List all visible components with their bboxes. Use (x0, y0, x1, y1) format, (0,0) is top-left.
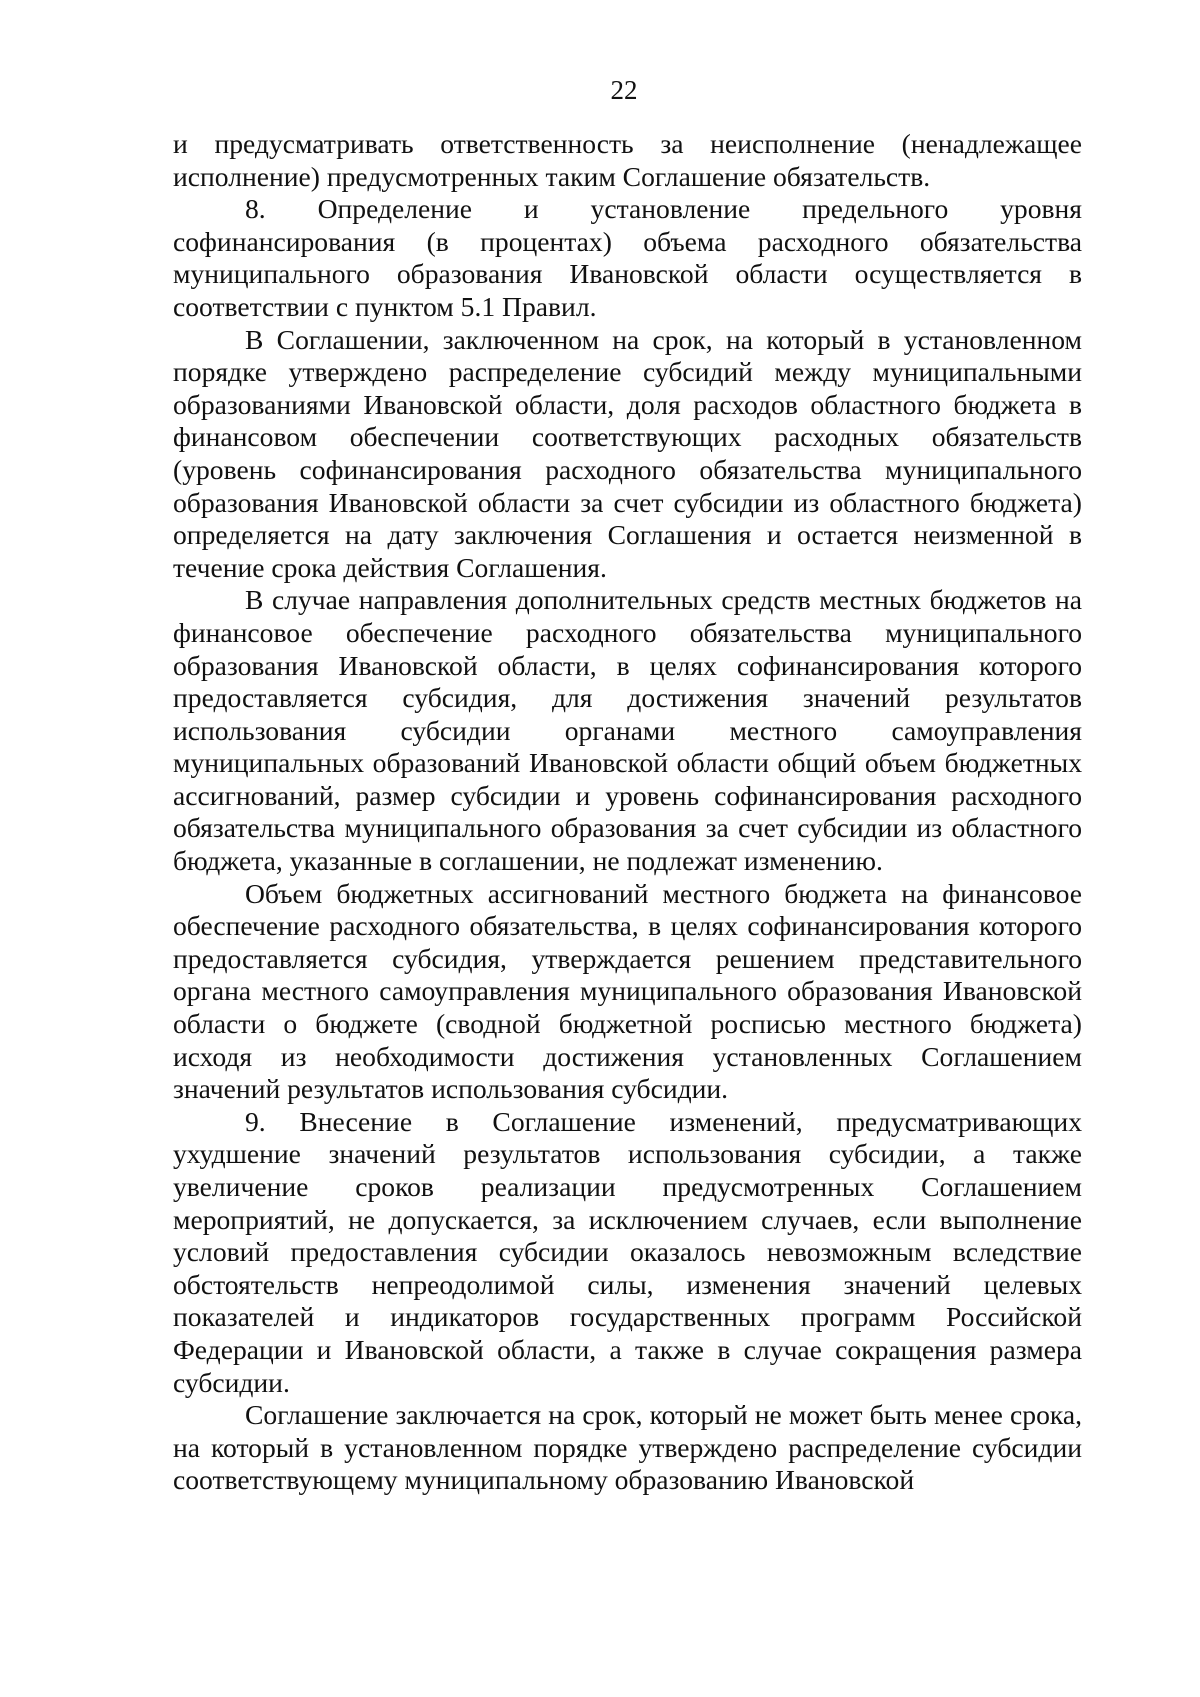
paragraph-item-9: 9. Внесение в Соглашение изменений, предусматривающих ухудшение значений результатов использования субсидии, а также увеличение сроков реализации предусмотренных Соглашением мероприятий, не допускается, за исключением случаев, если выполнение условий предоставления субсидии оказалось невозможным вследствие обстоятельств непреодолимой силы, изменения значений целевых показателей и индикаторов государственных программ Российской Федерации и Ивановской области, а также в случае сокращения размера субсидии. (173, 1105, 1082, 1398)
paragraph-additional-funds: В случае направления дополнительных средств местных бюджетов на финансовое обеспечение расходного обязательства муниципального образования Ивановской области, в целях софинансирования которого предоставляется субсидия, для достижения значений результатов использования субсидии органами местного самоуправления муниципальных образований Ивановской области общий объем бюджетных ассигнований, размер субсидии и уровень софинансирования расходного обязательства муниципального образования за счет субсидии из областного бюджета, указанные в соглашении, не подлежат изменению. (173, 584, 1082, 877)
page-number: 22 (610, 75, 638, 105)
paragraph-continuation: и предусматривать ответственность за неисполнение (ненадлежащее исполнение) предусмотренных таким Соглашение обязательств. (173, 128, 1082, 192)
paragraph-cofinancing-share: В Соглашении, заключенном на срок, на который в установленном порядке утверждено распределение субсидий между муниципальными образованиями Ивановской области, доля расходов областного бюджета в финансовом обеспечении соответствующих расходных обязательств (уровень софинансирования расходного обязательства муниципального образования Ивановской области за счет субсидии из областного бюджета) определяется на дату заключения Соглашения и остается неизменной в течение срока действия Соглашения. (173, 323, 1082, 583)
paragraph-agreement-term: Соглашение заключается на срок, который не может быть менее срока, на который в установленном порядке утверждено распределение субсидии соответствующему муниципальному образованию Ивановской (173, 1399, 1082, 1496)
paragraph-budget-allocations: Объем бюджетных ассигнований местного бюджета на финансовое обеспечение расходного обязательства, в целях софинансирования которого предоставляется субсидия, утверждается решением представительного органа местного самоуправления муниципального образования Ивановской области о бюджете (сводной бюджетной росписью местного бюджета) исходя из необходимости достижения установленных Соглашением значений результатов использования субсидии. (173, 877, 1082, 1105)
document-body (173, 128, 1082, 1497)
paragraph-item-8: 8. Определение и установление предельного уровня софинансирования (в процентах) объема расходного обязательства муниципального образования Ивановской области осуществляется в соответствии с пунктом 5.1 Правил. (173, 193, 1082, 322)
